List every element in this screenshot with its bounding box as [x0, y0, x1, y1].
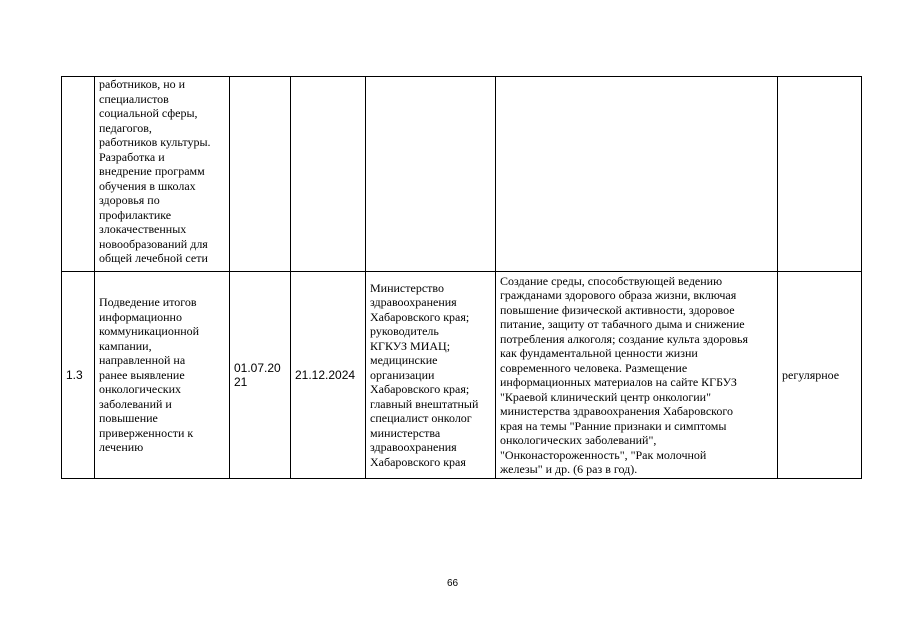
table-row-1-3	[62, 272, 862, 479]
cell-frequency	[778, 77, 862, 272]
cell-responsible: Министерство здравоохранения Хабаровского края; руководитель КГКУЗ МИАЦ; медицинские организации Хабаровского края; главный внештатный специалист онколог министерства здравоохранения Хабаровского края	[366, 272, 496, 479]
cell-number: 1.3	[62, 272, 95, 479]
cell-number	[62, 77, 95, 272]
cell-result	[496, 77, 778, 272]
cell-frequency: регулярное	[778, 272, 862, 479]
cell-start-date: 01.07.20 21	[230, 272, 291, 479]
cell-event: Подведение итогов информационно коммуникационной кампании, направленной на ранее выявление онкологических заболеваний и повышение приверженности к лечению	[95, 272, 230, 479]
cell-end-date	[291, 77, 366, 272]
cell-responsible	[366, 77, 496, 272]
plan-table	[61, 76, 862, 479]
cell-event: работников, но и специалистов социальной сферы, педагогов, работников культуры. Разработка и внедрение программ обучения в школах здоровья по профилактике злокачественных новообразований для общей лечебной сети	[95, 77, 230, 272]
cell-result: Создание среды, способствующей ведению гражданами здорового образа жизни, включая повышение физической активности, здоровое питание, защиту от табачного дыма и снижение потребления алкоголя; создание культа здоровья как фундаментальной ценности жизни современного человека. Размещение информационных материалов на сайте КГБУЗ "Краевой клинический центр онкологии" министерства здравоохранения Хабаровского края на темы "Ранние признаки и симптомы онкологических заболеваний", "Онконастороженность", "Рак молочной железы" и др. (6 раз в год).	[496, 272, 778, 479]
plan-table-container	[61, 76, 862, 479]
table-row-continued	[62, 77, 862, 272]
cell-start-date	[230, 77, 291, 272]
cell-end-date: 21.12.2024	[291, 272, 366, 479]
page-number: 66	[446, 578, 459, 589]
